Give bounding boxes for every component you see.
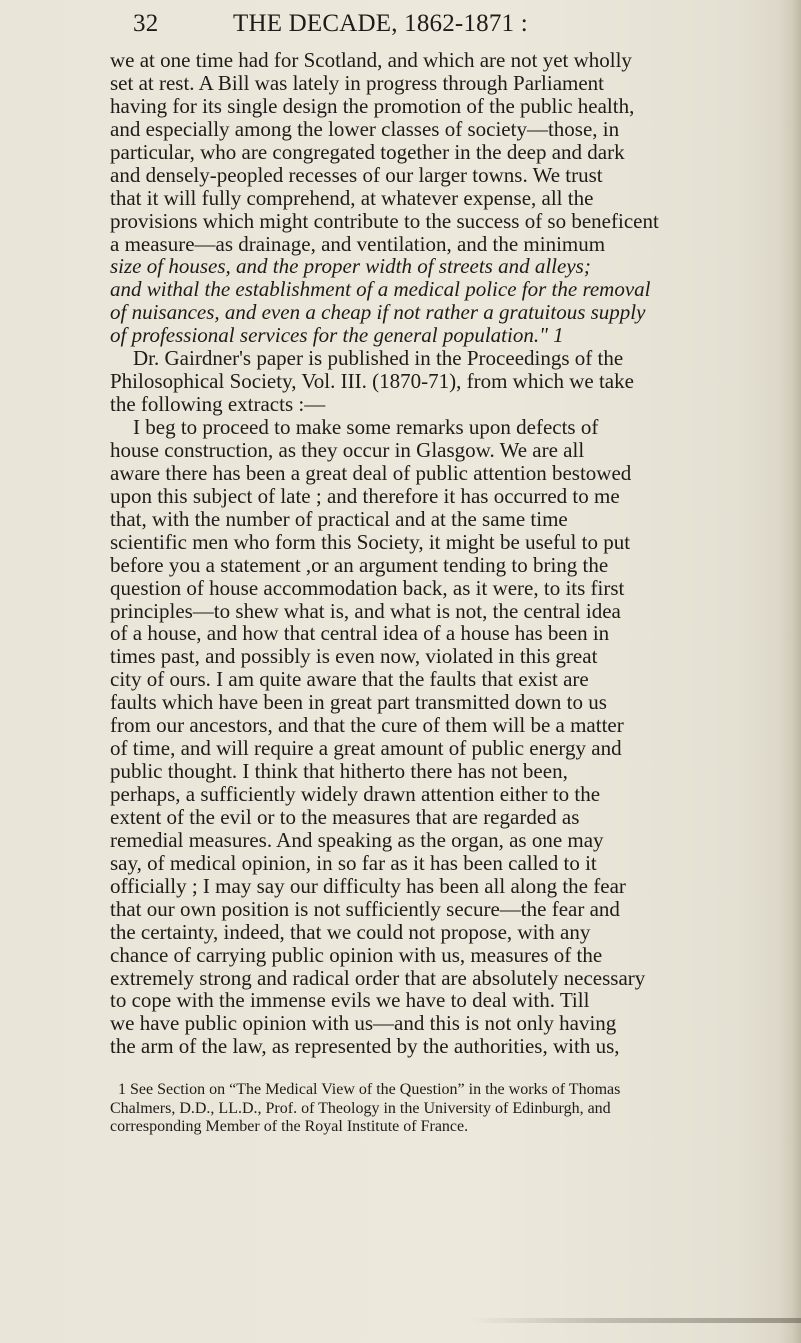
text-line: a measure—as drainage, and ventilation, and the minimum [110, 231, 606, 256]
page-edge-shadow [779, 0, 801, 1343]
text-line: public thought. I think that hitherto there has not been, [110, 759, 568, 784]
text-line: of a house, and how that central idea of a house has been in [110, 621, 610, 646]
text-line: aware there has been a great deal of public attention bestowed [110, 460, 632, 485]
text-line: having for its single design the promotion of the public health, [110, 93, 635, 118]
text-line: and densely-peopled recesses of our larger towns. We trust [110, 162, 603, 187]
footnote-line: 1 See Section on “The Medical View of the Question” in the works of Thomas [118, 1081, 621, 1098]
page-header [133, 10, 663, 42]
text-line: the arm of the law, as represented by the authorities, with us, [110, 1034, 620, 1059]
text-line: provisions which might contribute to the success of so beneficent [110, 208, 659, 233]
text-line: say, of medical opinion, in so far as it has been called to it [110, 850, 597, 875]
text-line: upon this subject of late ; and therefore it has occurred to me [110, 483, 620, 508]
running-head: THE DECADE, 1862-1871 : [233, 10, 528, 37]
text-line: set at rest. A Bill was lately in progress through Parliament [110, 70, 605, 95]
text-line: size of houses, and the proper width of streets and alleys; [110, 254, 591, 279]
text-line: principles—to shew what is, and what is not, the central idea [110, 598, 621, 623]
text-line: city of ours. I am quite aware that the faults that exist are [110, 667, 589, 692]
text-line: question of house accommodation back, as it were, to its first [110, 575, 625, 600]
text-line: we have public opinion with us—and this is not only having [110, 1011, 617, 1036]
text-line: to cope with the immense evils we have to deal with. Till [110, 988, 590, 1013]
text-line: the certainty, indeed, that we could not propose, with any [110, 919, 591, 944]
page-bottom-edge [470, 1318, 801, 1323]
text-line: from our ancestors, and that the cure of them will be a matter [110, 713, 624, 738]
text-line: I beg to proceed to make some remarks upon defects of [133, 415, 599, 439]
text-line: Dr. Gairdner's paper is published in the Proceedings of the [133, 346, 624, 371]
text-line: we at one time had for Scotland, and which are not yet wholly [110, 48, 632, 72]
text-line: faults which have been in great part transmitted down to us [110, 690, 607, 715]
text-line: of time, and will require a great amount of public energy and [110, 736, 622, 761]
text-line: times past, and possibly is even now, violated in this great [110, 644, 598, 669]
text-line: that our own position is not sufficiently secure—the fear and [110, 896, 620, 921]
text-line: particular, who are congregated together in the deep and dark [110, 139, 625, 164]
footnote-line: Chalmers, D.D., LL.D., Prof. of Theology in the University of Edinburgh, and [110, 1099, 611, 1117]
text-line: before you a statement ,or an argument tending to bring the [110, 552, 609, 577]
text-line: the following extracts :— [110, 392, 326, 417]
text-line: remedial measures. And speaking as the organ, as one may [110, 827, 604, 852]
text-line: that it will fully comprehend, at whatever expense, all the [110, 185, 594, 210]
page-number: 32 [133, 10, 159, 37]
text-line: extremely strong and radical order that are absolutely necessary [110, 965, 646, 990]
footnotes [110, 1081, 780, 1137]
text-line: Philosophical Society, Vol. III. (1870-71), from which we take [110, 369, 634, 394]
text-line: that, with the number of practical and at the same time [110, 506, 568, 531]
text-line: house construction, as they occur in Glasgow. We are all [110, 437, 585, 462]
text-line: scientific men who form this Society, it might be useful to put [110, 529, 631, 554]
footnote-line: corresponding Member of the Royal Institute of France. [110, 1118, 469, 1135]
text-line: perhaps, a sufficiently widely drawn attention either to the [110, 782, 601, 806]
text-line: officially ; I may say our difficulty has been all along the fear [110, 873, 626, 898]
text-line: and withal the establishment of a medical police for the removal [110, 277, 651, 302]
text-line: of nuisances, and even a cheap if not rather a gratuitous supply [110, 300, 646, 325]
text-line: of professional services for the general population." 1 [110, 323, 564, 348]
text-line: extent of the evil or to the measures that are regarded as [110, 804, 580, 829]
text-line: chance of carrying public opinion with us, measures of the [110, 942, 603, 967]
body-text [110, 49, 775, 1058]
text-line: and especially among the lower classes of society—those, in [110, 116, 620, 141]
